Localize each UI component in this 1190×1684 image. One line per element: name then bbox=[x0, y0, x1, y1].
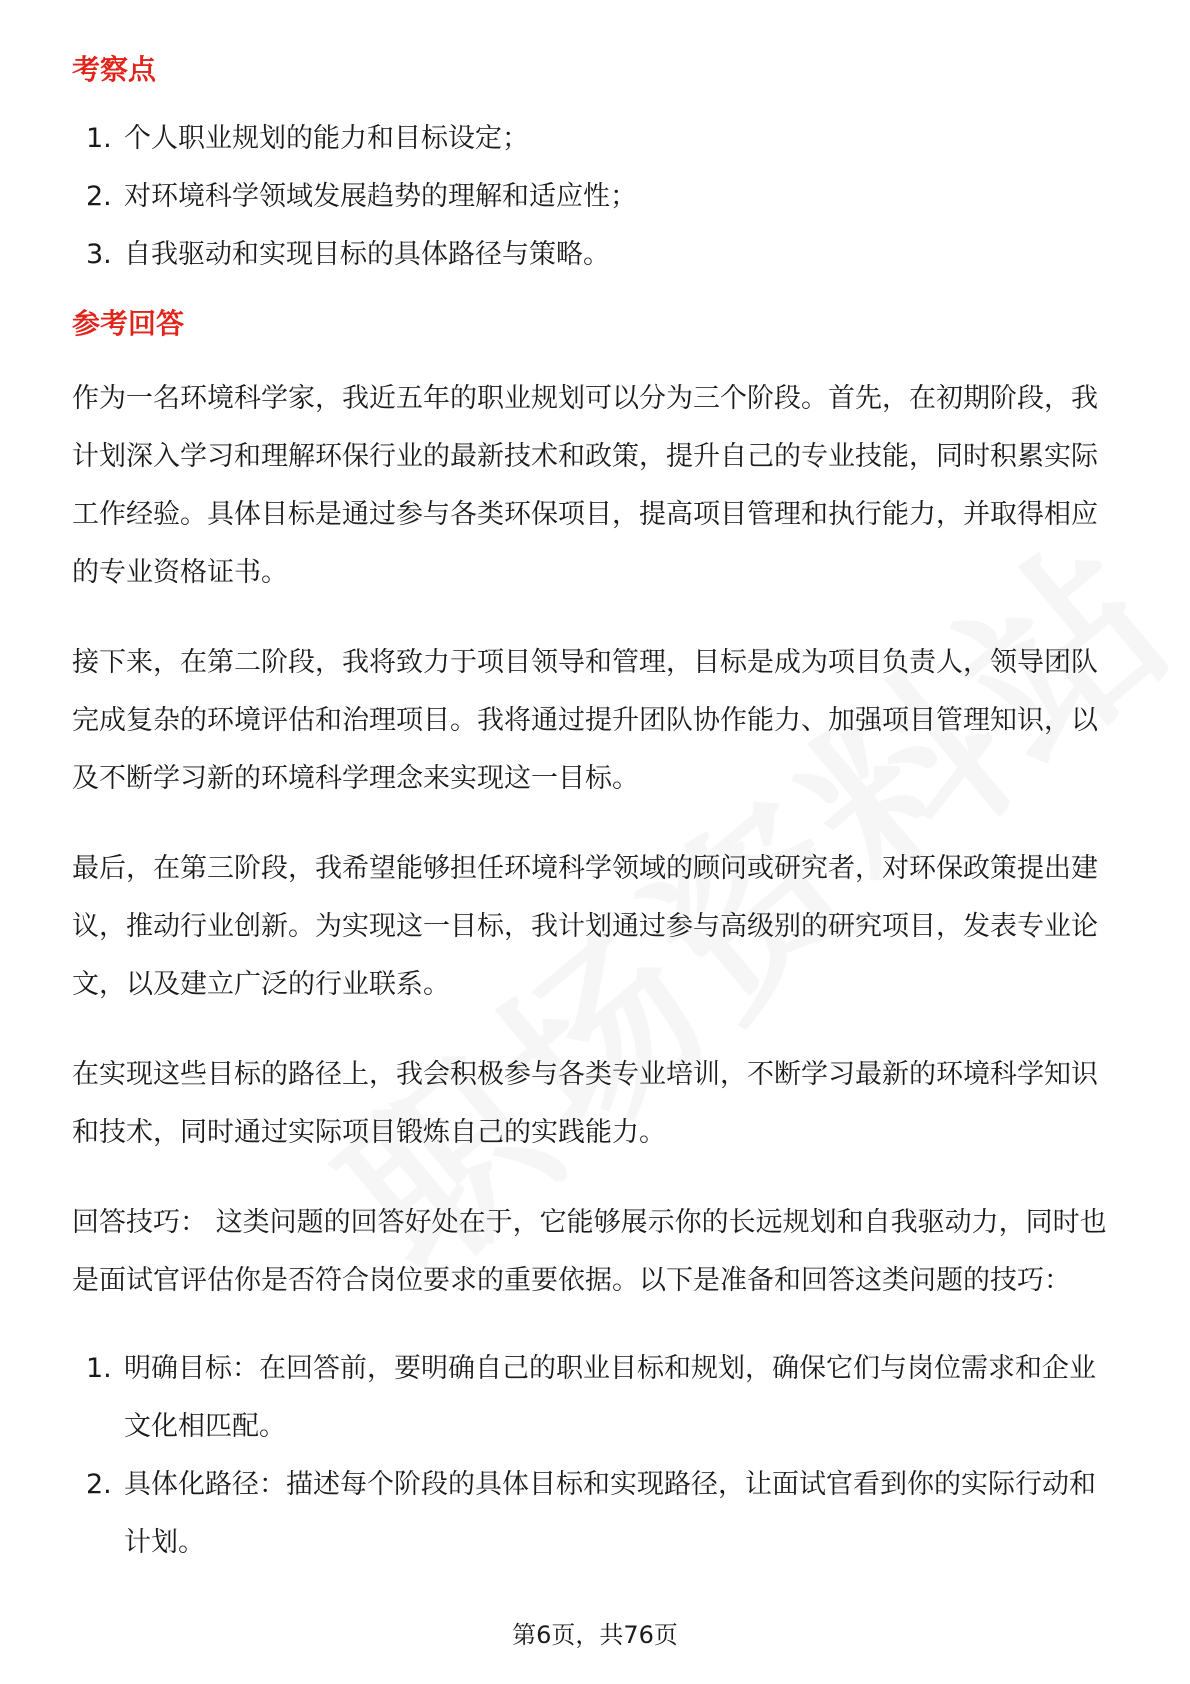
list-item-text: 个人职业规划的能力和目标设定； bbox=[124, 123, 529, 154]
list-item-number: 2. bbox=[86, 181, 112, 212]
list-item bbox=[72, 168, 1122, 226]
answer-paragraph-4: 在实现这些目标的路径上，我会积极参与各类专业培训，不断学习最新的环境科学知识和技术，同时通过实际项目锻炼自己的实践能力。 bbox=[72, 1059, 1098, 1148]
list-item-number: 1. bbox=[86, 1353, 112, 1384]
list-item bbox=[72, 110, 1122, 168]
kaochadian-list bbox=[72, 110, 1122, 284]
list-item-number: 3. bbox=[86, 239, 112, 270]
list-item bbox=[72, 226, 1122, 284]
answer-paragraph-3: 最后，在第三阶段，我希望能够担任环境科学领域的顾问或研究者，对环保政策提出建议，推动行业创新。为实现这一目标，我计划通过参与高级别的研究项目，发表专业论文，以及建立广泛的行业联系。 bbox=[72, 853, 1098, 1000]
answer-paragraph-1: 作为一名环境科学家，我近五年的职业规划可以分为三个阶段。首先，在初期阶段，我计划深入学习和理解环保行业的最新技术和政策，提升自己的专业技能，同时积累实际工作经验。具体目标是通过参与各类环保项目，提高项目管理和执行能力，并取得相应的专业资格证书。 bbox=[72, 383, 1098, 588]
section-title-cankao: 参考回答 bbox=[72, 307, 185, 340]
page-footer: 第6页，共76页 bbox=[512, 1621, 678, 1649]
list-item bbox=[72, 1340, 1122, 1456]
answer-paragraph-2: 接下来，在第二阶段，我将致力于项目领导和管理，目标是成为项目负责人，领导团队完成复杂的环境评估和治理项目。我将通过提升团队协作能力、加强项目管理知识，以及不断学习新的环境科学理念来实现这一目标。 bbox=[72, 647, 1098, 794]
list-item-number: 2. bbox=[86, 1469, 112, 1500]
list-item bbox=[72, 1456, 1122, 1572]
section-title-kaochadian: 考察点 bbox=[72, 53, 157, 86]
list-item-text: 自我驱动和实现目标的具体路径与策略。 bbox=[124, 239, 610, 270]
list-item-text: 对环境科学领域发展趋势的理解和适应性； bbox=[124, 181, 637, 212]
tips-list bbox=[72, 1340, 1122, 1572]
page-content bbox=[72, 44, 1122, 1572]
list-item-text: 具体化路径：描述每个阶段的具体目标和实现路径，让面试官看到你的实际行动和计划。 bbox=[124, 1469, 1096, 1558]
list-item-text: 明确目标：在回答前，要明确自己的职业目标和规划，确保它们与岗位需求和企业文化相匹配。 bbox=[124, 1353, 1096, 1442]
tips-intro-paragraph: 回答技巧： 这类问题的回答好处在于，它能够展示你的长远规划和自我驱动力，同时也是面试官评估你是否符合岗位要求的重要依据。以下是准备和回答这类问题的技巧： bbox=[72, 1207, 1107, 1296]
list-item-number: 1. bbox=[86, 123, 112, 154]
